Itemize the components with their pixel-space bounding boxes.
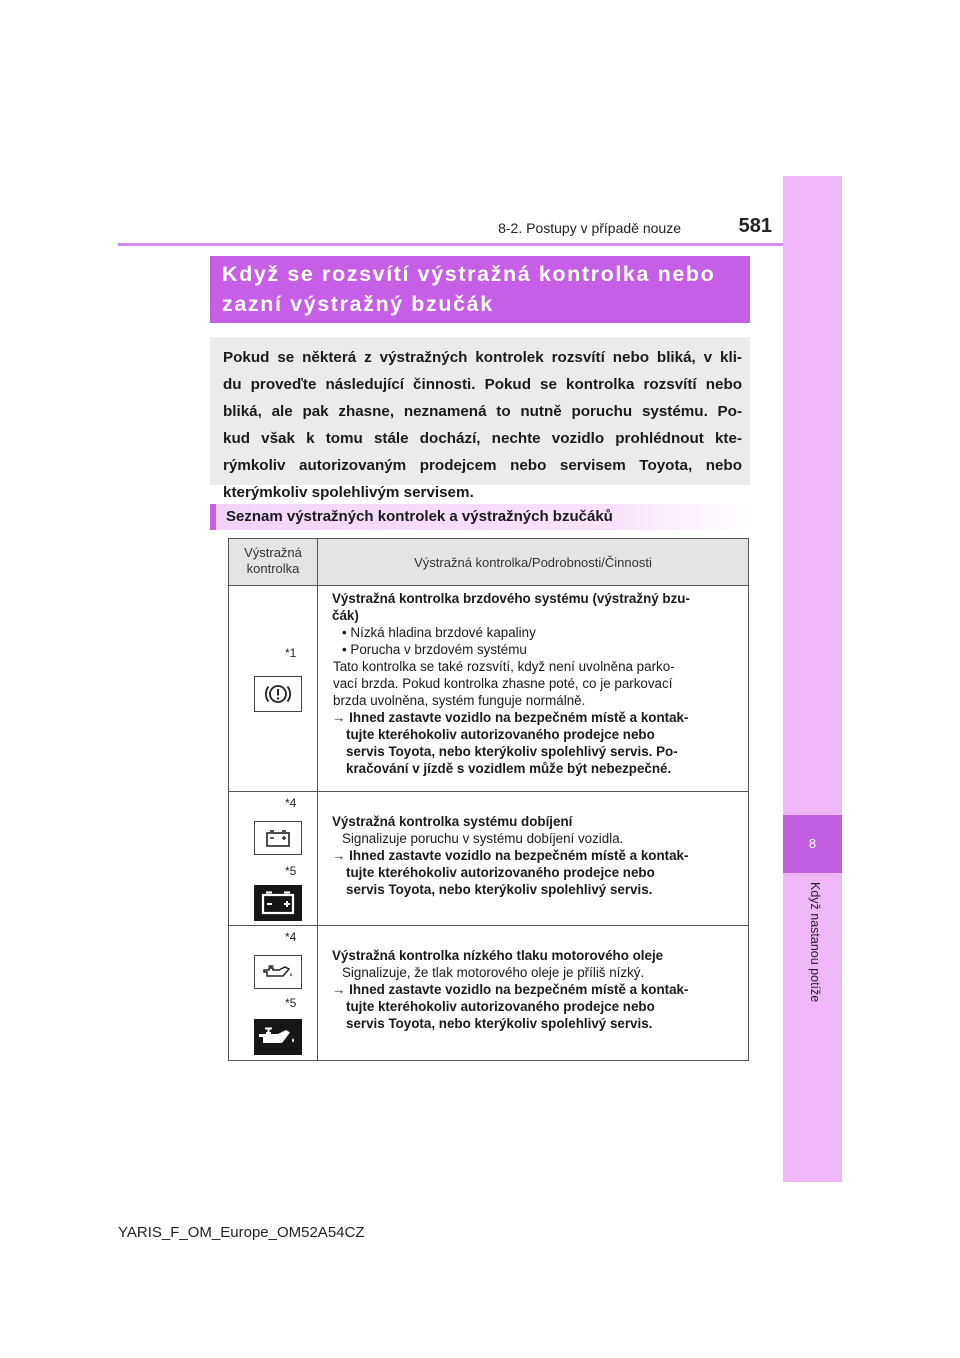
warning-lights-table [228, 538, 749, 1061]
section-title-line-1: Když se rozsvítí výstražná kontrolka nebo [222, 262, 716, 286]
footnote-mark: *4 [285, 796, 297, 810]
details-cell [318, 792, 748, 898]
action-text: tujte kteréhokoliv autorizovaného prodejce nebo [346, 865, 655, 880]
warning-title: Výstražná kontrolka brzdového systému (výstražný bzu- [332, 591, 690, 606]
details-cell [318, 586, 748, 777]
action-text: → Ihned zastavte vozidlo na bezpečném místě a kontak- [332, 982, 689, 997]
bullet-item: • Nízká hladina brzdové kapaliny [342, 625, 536, 640]
chapter-number: 8 [783, 815, 842, 873]
running-header-section: 8-2. Postupy v případě nouze [498, 220, 681, 236]
warning-title: čák) [332, 608, 359, 623]
action-text: servis Toyota, nebo kterýkoliv spolehlivý servis. [346, 882, 653, 897]
table-row [229, 586, 748, 792]
intro-line: bliká, ale pak zhasne, neznamená to nutně poruchu systému. Po- [223, 403, 742, 420]
table-header-indicator [229, 539, 318, 586]
list-subheading: Seznam výstražných kontrolek a výstražných bzučáků [210, 504, 750, 530]
section-title [210, 256, 750, 323]
table-header-details: Výstražná kontrolka/Podrobnosti/Činnosti [318, 539, 748, 586]
action-text: → Ihned zastavte vozidlo na bezpečném místě a kontak- [332, 848, 689, 863]
intro-line: rýmkoliv autorizovaným prodejcem nebo servisem Toyota, nebo [223, 457, 742, 474]
action-text: → Ihned zastavte vozidlo na bezpečném místě a kontak- [332, 710, 689, 725]
warning-title: Výstražná kontrolka systému dobíjení [332, 814, 573, 829]
intro-line: du proveďte následující činnosti. Pokud se kontrolka rozsvítí nebo [223, 376, 742, 393]
intro-line: kterýmkoliv spolehlivým servisem. [223, 484, 474, 501]
chapter-title-vertical: Když nastanou potíže [808, 882, 822, 1003]
info-text: Tato kontrolka se také rozsvítí, když není uvolněna parko- [333, 659, 675, 674]
table-row [229, 926, 748, 1060]
info-text: vací brzda. Pokud kontrolka zhasne poté, co je parkovací [333, 676, 673, 691]
action-text: kračování v jízdě s vozidlem může být nebezpečné. [346, 761, 672, 776]
brake-warning-icon [254, 676, 302, 712]
intro-box [210, 337, 750, 501]
section-title-line-2: zazní výstražný bzučák [222, 292, 494, 316]
footnote-mark: *4 [285, 930, 297, 944]
document-code-footer: YARIS_F_OM_Europe_OM52A54CZ [118, 1224, 365, 1241]
indicator-cell [229, 586, 318, 791]
chapter-side-tab [783, 176, 842, 1182]
intro-line: Pokud se některá z výstražných kontrolek rozsvítí nebo bliká, v kli- [223, 349, 742, 366]
battery-icon [254, 821, 302, 855]
footnote-mark: *5 [285, 864, 297, 878]
bullet-item: • Porucha v brzdovém systému [342, 642, 527, 657]
action-text: servis Toyota, nebo kterýkoliv spolehlivý servis. Po- [346, 744, 678, 759]
info-text: Signalizuje, že tlak motorového oleje je příliš nízký. [342, 965, 645, 980]
details-cell [318, 926, 748, 1032]
header-text: Výstražná [244, 545, 302, 560]
oil-pressure-icon [254, 955, 302, 989]
header-rule [118, 243, 783, 246]
battery-icon-filled [254, 885, 302, 921]
action-text: servis Toyota, nebo kterýkoliv spolehlivý servis. [346, 1016, 653, 1031]
table-row [229, 792, 748, 926]
indicator-cell [229, 792, 318, 925]
action-text: tujte kteréhokoliv autorizovaného prodejce nebo [346, 999, 655, 1014]
header-text: kontrolka [246, 561, 300, 576]
info-text: brzda uvolněna, systém funguje normálně. [333, 693, 586, 708]
info-text: Signalizuje poruchu v systému dobíjení vozidla. [342, 831, 624, 846]
oil-pressure-icon-filled [254, 1019, 302, 1055]
intro-line: kud však k tomu stále dochází, nechte vozidlo prohlédnout kte- [223, 430, 742, 447]
footnote-mark: *1 [285, 646, 297, 660]
footnote-mark: *5 [285, 996, 297, 1010]
warning-title: Výstražná kontrolka nízkého tlaku motorového oleje [332, 948, 664, 963]
page-number: 581 [738, 215, 772, 237]
action-text: tujte kteréhokoliv autorizovaného prodejce nebo [346, 727, 655, 742]
indicator-cell [229, 926, 318, 1060]
